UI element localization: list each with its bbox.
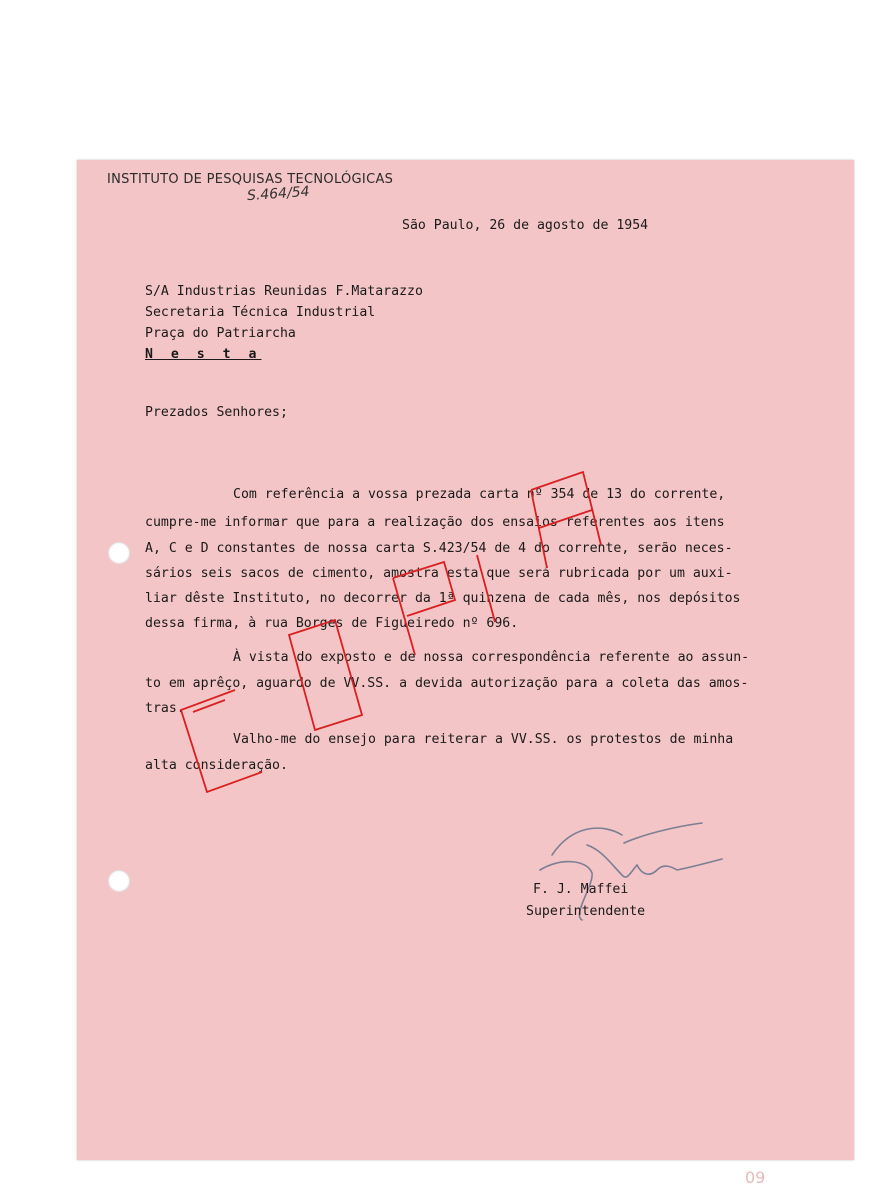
paragraph-2-line-2: to em aprêço, aguardo de VV.SS. a devida autorização para a coleta das amos- <box>145 676 749 691</box>
date-line: São Paulo, 26 de agosto de 1954 <box>402 218 649 233</box>
recipient-line-1: S/A Industrias Reunidas F.Matarazzo <box>145 284 423 299</box>
paragraph-1-line-5: liar dêste Instituto, no decorrer da 1ª quinzena de cada mês, nos depósitos <box>145 591 741 606</box>
letterhead-institution: INSTITUTO DE PESQUISAS TECNOLÓGICAS <box>107 172 394 187</box>
paragraph-1-line-1: Com referência a vossa prezada carta nº 354 de 13 do corrente, <box>233 487 726 502</box>
signature-name: F. J. Maffei <box>533 882 629 897</box>
paragraph-1-line-4: sários seis sacos de cimento, amostra esta que será rubricada por um auxi- <box>145 566 733 581</box>
paragraph-3-line-1: Valho-me do ensejo para reiterar a VV.SS. os protestos de minha <box>233 732 734 747</box>
paragraph-2-line-1: À vista do exposto e de nossa correspondência referente ao assun- <box>233 650 750 665</box>
paragraph-1-line-2: cumpre-me informar que para a realização dos ensaios referentes aos itens <box>145 515 725 530</box>
letter-sheet <box>77 160 854 1187</box>
paragraph-3-line-2: alta consideração. <box>145 758 288 773</box>
signature-title: Superintendente <box>526 904 646 919</box>
recipient-line-2: Secretaria Técnica Industrial <box>145 305 376 320</box>
handwritten-reference: S.464/54 <box>246 183 311 205</box>
recipient-line-4: N e s t a <box>145 347 262 362</box>
paragraph-1-line-6: dessa firma, à rua Borges de Figueiredo nº 696. <box>145 616 519 631</box>
faint-corner-mark: 09 <box>745 1168 766 1187</box>
paragraph-1-line-3: A, C e D constantes de nossa carta S.423/54 de 4 do corrente, serão neces- <box>145 541 733 556</box>
punch-hole-bottom <box>108 870 130 892</box>
punch-hole-top <box>108 542 130 564</box>
paragraph-2-line-3: tras. <box>145 701 185 716</box>
salutation: Prezados Senhores; <box>145 405 288 420</box>
recipient-line-3: Praça do Patriarcha <box>145 326 296 341</box>
